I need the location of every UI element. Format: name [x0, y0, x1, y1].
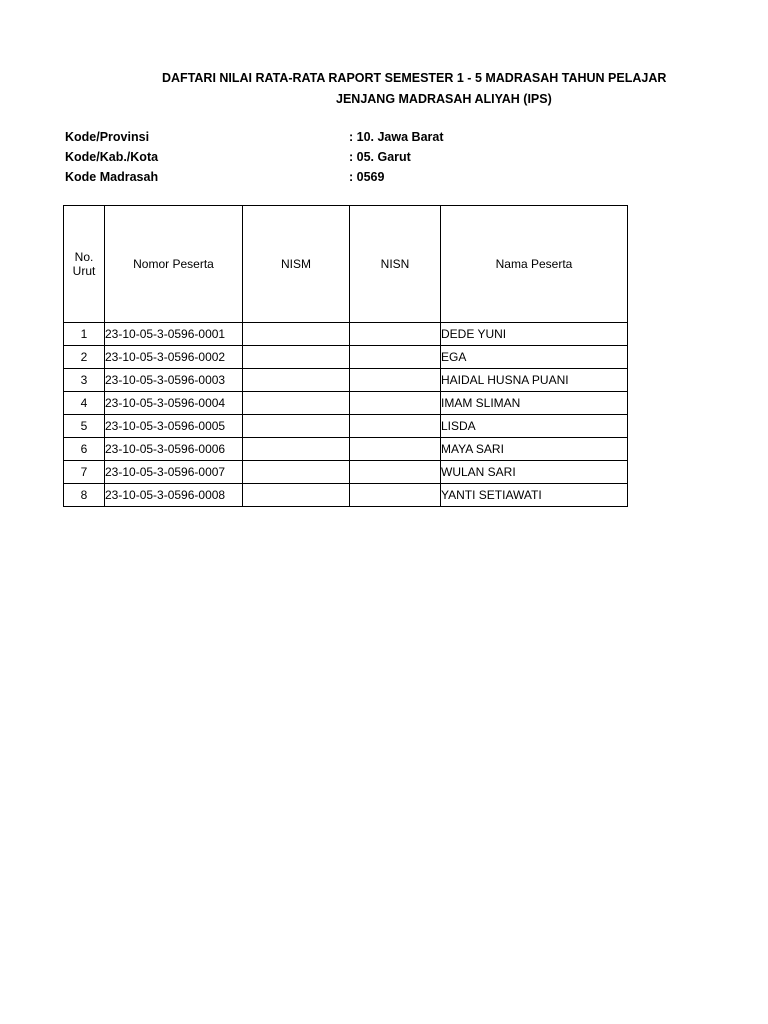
table-row: [64, 461, 628, 484]
cell-nism: [243, 484, 350, 507]
cell-nama-peserta: WULAN SARI: [441, 461, 628, 484]
header-nisn: NISN: [350, 206, 441, 323]
cell-nisn: [350, 461, 441, 484]
cell-nama-peserta: EGA: [441, 346, 628, 369]
document-subtitle: JENJANG MADRASAH ALIYAH (IPS): [336, 92, 552, 106]
cell-nama-peserta: LISDA: [441, 415, 628, 438]
table-row: [64, 346, 628, 369]
cell-no: 2: [64, 346, 105, 369]
cell-nisn: [350, 346, 441, 369]
cell-nism: [243, 369, 350, 392]
cell-no: 6: [64, 438, 105, 461]
cell-nisn: [350, 369, 441, 392]
meta-label-kabkota: Kode/Kab./Kota: [65, 150, 159, 164]
cell-no: 1: [64, 323, 105, 346]
meta-value-madrasah: : 0569: [349, 170, 385, 184]
cell-nism: [243, 461, 350, 484]
table-row: [64, 415, 628, 438]
table-row: [64, 484, 628, 507]
cell-nomor-peserta: 23-10-05-3-0596-0003: [105, 369, 243, 392]
cell-nism: [243, 438, 350, 461]
cell-nisn: [350, 438, 441, 461]
header-nomor-peserta: Nomor Peserta: [105, 206, 243, 323]
participant-table: [63, 205, 628, 507]
cell-nama-peserta: IMAM SLIMAN: [441, 392, 628, 415]
meta-label-madrasah: Kode Madrasah: [65, 170, 159, 184]
meta-label-provinsi: Kode/Provinsi: [65, 130, 150, 144]
table-row: [64, 323, 628, 346]
cell-nomor-peserta: 23-10-05-3-0596-0002: [105, 346, 243, 369]
cell-nisn: [350, 484, 441, 507]
document-title: DAFTARI NILAI RATA-RATA RAPORT SEMESTER 1 - 5 MADRASAH TAHUN PELAJAR: [162, 71, 667, 85]
cell-nisn: [350, 415, 441, 438]
table-row: [64, 369, 628, 392]
header-nama-peserta: Nama Peserta: [441, 206, 628, 323]
cell-nama-peserta: HAIDAL HUSNA PUANI: [441, 369, 628, 392]
cell-no: 8: [64, 484, 105, 507]
cell-nama-peserta: DEDE YUNI: [441, 323, 628, 346]
cell-nomor-peserta: 23-10-05-3-0596-0008: [105, 484, 243, 507]
cell-no: 5: [64, 415, 105, 438]
cell-no: 4: [64, 392, 105, 415]
header-no-urut: [64, 206, 105, 323]
table-row: [64, 392, 628, 415]
cell-nomor-peserta: 23-10-05-3-0596-0005: [105, 415, 243, 438]
cell-nism: [243, 346, 350, 369]
table-header-row: [64, 206, 628, 323]
header-nism: NISM: [243, 206, 350, 323]
cell-no: 7: [64, 461, 105, 484]
cell-nism: [243, 415, 350, 438]
cell-nama-peserta: YANTI SETIAWATI: [441, 484, 628, 507]
cell-nisn: [350, 323, 441, 346]
cell-nomor-peserta: 23-10-05-3-0596-0006: [105, 438, 243, 461]
cell-nomor-peserta: 23-10-05-3-0596-0001: [105, 323, 243, 346]
cell-nomor-peserta: 23-10-05-3-0596-0004: [105, 392, 243, 415]
cell-nomor-peserta: 23-10-05-3-0596-0007: [105, 461, 243, 484]
table-row: [64, 438, 628, 461]
cell-nism: [243, 392, 350, 415]
meta-value-kabkota: : 05. Garut: [349, 150, 411, 164]
header-no-line1: No.: [74, 250, 94, 264]
cell-no: 3: [64, 369, 105, 392]
cell-nama-peserta: MAYA SARI: [441, 438, 628, 461]
meta-value-provinsi: : 10. Jawa Barat: [349, 130, 444, 144]
cell-nism: [243, 323, 350, 346]
header-no-line2: Urut: [72, 264, 96, 278]
cell-nisn: [350, 392, 441, 415]
